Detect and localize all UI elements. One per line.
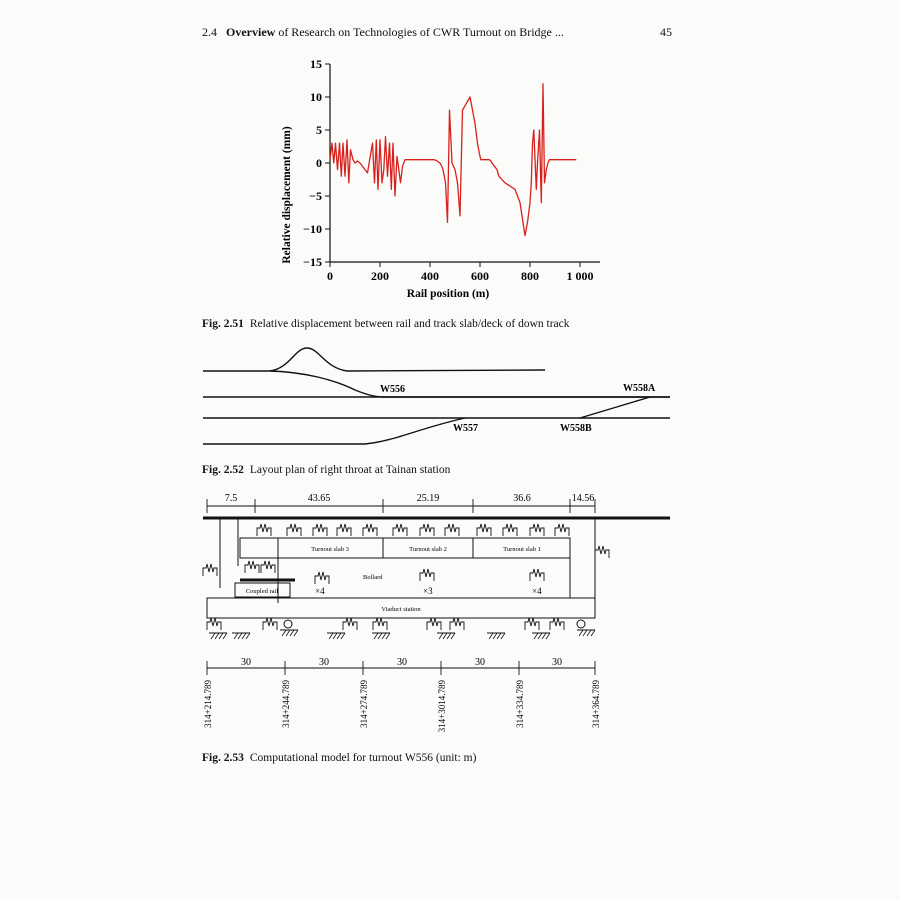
y-tick-label: 10 <box>310 90 322 104</box>
turnout-w558-crossover <box>580 397 650 418</box>
ground-hatches <box>209 630 595 639</box>
bottom-dim-4: 30 <box>475 657 485 668</box>
fig251-caption-label: Fig. 2.51 <box>202 318 244 330</box>
layout-plan-diagram <box>195 340 675 455</box>
fastener-springs <box>257 524 569 536</box>
coupled-rail-label: Coupled rail <box>245 588 279 595</box>
fig252-caption-label: Fig. 2.52 <box>202 464 244 476</box>
x-tick-label: 1 000 <box>566 269 594 283</box>
top-dim-1: 7.5 <box>224 493 238 504</box>
station-3: 314+274.789 <box>359 680 369 728</box>
x-axis-label: Rail position (m) <box>406 288 490 300</box>
viaduct-label: Viaduct station <box>381 606 421 613</box>
station-4: 314+3014.789 <box>437 680 447 733</box>
bearing-right <box>577 620 585 628</box>
slab1-label: Turnout slab 1 <box>503 546 541 553</box>
fig253-caption-text: Computational model for turnout W556 (unit: m) <box>249 752 477 764</box>
label-w556: W556 <box>380 384 405 395</box>
slab3-label: Turnout slab 3 <box>311 546 349 553</box>
header-title-emphasis: Overview <box>226 25 276 39</box>
y-axis-label: Relative displacement (mm) <box>281 126 293 264</box>
multiplier-1: ×4 <box>315 586 325 596</box>
x-tick-label: 800 <box>521 269 539 283</box>
bottom-dim-3: 30 <box>397 657 407 668</box>
station-1: 314+214.789 <box>203 680 213 728</box>
bottom-dim-1: 30 <box>241 657 251 668</box>
slab2-label: Turnout slab 2 <box>409 546 447 553</box>
y-tick-label: −5 <box>309 189 322 203</box>
top-dim-4: 36.6 <box>513 493 531 504</box>
x-tick-label: 600 <box>471 269 489 283</box>
bollard-label: Bollard <box>363 574 383 581</box>
relative-displacement-chart <box>270 50 610 312</box>
fig251-caption-text: Relative displacement between rail and track slab/deck of down track <box>249 318 570 330</box>
y-tick-label: −10 <box>303 222 322 236</box>
fig253-caption <box>202 752 476 764</box>
header-title: of Research on Technologies of CWR Turnout on Bridge ... <box>278 25 564 39</box>
upper-track-hump <box>203 348 545 371</box>
y-tick-label: 5 <box>316 123 322 137</box>
y-tick-label: 15 <box>310 57 322 71</box>
chart-plot-area <box>303 57 600 283</box>
turnout-w557-branch <box>203 418 465 444</box>
fig251-caption <box>202 318 570 330</box>
label-w558a: W558A <box>623 383 656 394</box>
station-2: 314+244.789 <box>281 680 291 728</box>
page-number: 45 <box>660 25 672 39</box>
computational-model-diagram <box>195 488 680 758</box>
label-w557: W557 <box>453 423 478 434</box>
turnout-w556-branch <box>270 371 670 397</box>
fig252-caption-text: Layout plan of right throat at Tainan station <box>249 464 451 476</box>
y-tick-label: 0 <box>316 156 322 170</box>
top-dim-3: 25.19 <box>416 493 440 504</box>
y-tick-label: −15 <box>303 255 322 269</box>
bottom-dim-5: 30 <box>552 657 562 668</box>
pier-springs <box>207 618 564 630</box>
coupled-slab-block <box>240 538 278 558</box>
x-tick-label: 400 <box>421 269 439 283</box>
station-6: 314+364.789 <box>591 680 601 728</box>
series-line <box>330 84 576 236</box>
label-w558b: W558B <box>560 423 592 434</box>
section-number: 2.4 <box>202 25 217 39</box>
x-tick-label: 0 <box>327 269 333 283</box>
station-5: 314+334.789 <box>515 680 525 728</box>
fig253-caption-label: Fig. 2.53 <box>202 752 244 764</box>
bearing-left <box>284 620 292 628</box>
multiplier-3: ×4 <box>532 586 542 596</box>
top-dim-2: 43.65 <box>307 493 331 504</box>
fig252-caption <box>202 464 450 476</box>
running-header <box>202 25 564 40</box>
bottom-dim-2: 30 <box>319 657 329 668</box>
x-tick-label: 200 <box>371 269 389 283</box>
top-dim-5: 14.56 <box>571 493 595 504</box>
multiplier-2: ×3 <box>423 586 433 596</box>
